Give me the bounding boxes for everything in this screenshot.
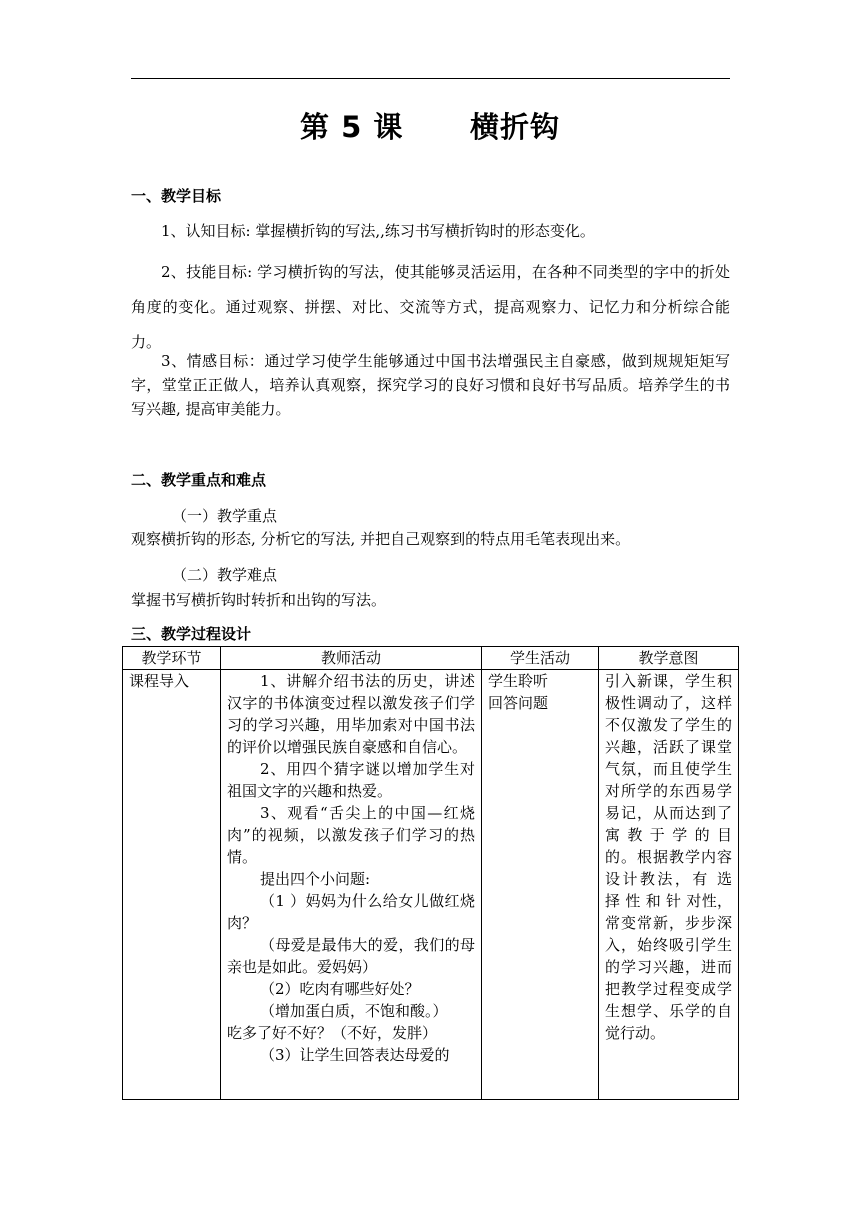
teacher-activity-line: 提出四个小问题: — [260, 870, 371, 888]
teacher-activity-line: 吃多了好不好？（不好，发胖） — [227, 1024, 438, 1042]
teacher-activity-line: （3）让学生回答表达母爱的 — [260, 1046, 450, 1064]
key-point-text: 观察横折钩的形态, 分析它的写法, 并把自己观察到的特点用毛笔表现出来。 — [131, 530, 631, 548]
section1-heading: 一、教学目标 — [131, 187, 222, 205]
column-header: 学生活动 — [482, 647, 599, 670]
column-header: 教学意图 — [599, 647, 739, 670]
process-table — [122, 646, 739, 1100]
page-title: 第 5 课 横折钩 — [300, 110, 560, 144]
objective-1: 1、认知目标: 掌握横折钩的写法,,练习书写横折钩时的形态变化。 — [161, 222, 595, 240]
teacher-activity-line: （2）吃肉有哪些好处？ — [260, 980, 420, 998]
teacher-activity-line: 1、讲解介绍书法的历史，讲述汉字的书体演变过程以激发孩子们学习的学习兴趣，用毕加索对中国书法的评价以增强民族自豪感和自信心。 — [227, 672, 475, 756]
teacher-activity-line: 2、用四个猜字谜以增加学生对祖国文字的兴趣和热爱。 — [227, 760, 475, 800]
teacher-activity-line: （1 ）妈妈为什么给女儿做红烧肉？ — [227, 892, 475, 932]
teacher-activity-line: 3、观看“舌尖上的中国—红烧肉”的视频，以激发孩子们学习的热情。 — [227, 804, 475, 866]
stage-cell: 课程导入 — [123, 670, 221, 1100]
student-activity-line: 学生聆听 — [488, 672, 549, 690]
student-activity-line: 回答问题 — [488, 694, 549, 712]
objective-3: 3、情感目标：通过学习使学生能够通过中国书法增强民主自豪感，做到规规矩矩写字，堂堂正正做人，培养认真观察，探究学习的良好习惯和良好书写品质。培养学生的书写兴趣, 提高审美能力。 — [131, 352, 730, 418]
table-header-row — [123, 647, 739, 670]
teacher-activity-line: （增加蛋白质，不饱和酸。） — [260, 1002, 448, 1020]
table-row — [123, 670, 739, 1100]
column-header: 教师活动 — [221, 647, 482, 670]
key-point-label: （一）教学重点 — [172, 507, 278, 525]
section3-heading: 三、教学过程设计 — [131, 625, 252, 643]
section2-heading: 二、教学重点和难点 — [131, 471, 267, 489]
header-rule — [131, 78, 730, 79]
teaching-intent-cell: 引入新课，学生积极性调动了，这样不仅激发了学生的兴趣，活跃了课堂气氛，而且使学生对所学的东西易学易记，从而达到了寓 教 于 学 的 目的。根据教学内容设计教法，有 选 择 性 和 针 对性，常变常新，步步深入，始终吸引学生的学习兴趣，进而把教学过程变成学生想学、乐学的自觉行动。 — [599, 670, 739, 1100]
difficulty-text: 掌握书写横折钩时转折和出钩的写法。 — [131, 591, 387, 609]
objective-2: 2、技能目标: 学习横折钩的写法，使其能够灵活运用，在各种不同类型的字中的折处角度的变化。通过观察、拼摆、对比、交流等方式，提高观察力、记忆力和分析综合能力。 — [131, 263, 730, 351]
teacher-activity-line: （母爱是最伟大的爱，我们的母亲也是如此。爱妈妈） — [227, 936, 475, 976]
student-activity-cell — [482, 670, 599, 1100]
column-header: 教学环节 — [123, 647, 221, 670]
teacher-activity-cell — [221, 670, 482, 1100]
difficulty-label: （二）教学难点 — [172, 566, 278, 584]
